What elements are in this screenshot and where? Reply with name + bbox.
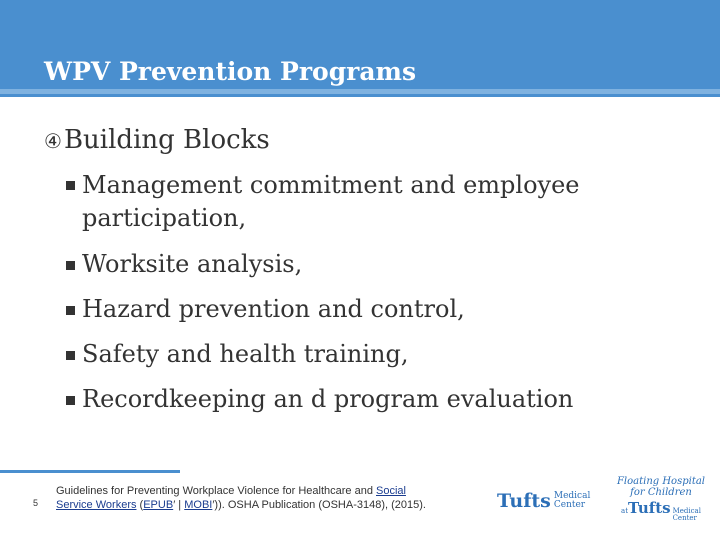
logo-subtext bbox=[673, 508, 701, 522]
list-item bbox=[64, 339, 704, 370]
list-item-text-continued: participation, bbox=[82, 204, 247, 232]
square-bullet-icon bbox=[66, 396, 75, 405]
citation-link-epub[interactable]: EPUB bbox=[143, 499, 174, 511]
building-blocks-list bbox=[44, 169, 704, 415]
citation-text: ′)). OSHA Publication (OSHA-3148), (2015). bbox=[212, 499, 426, 511]
logo-script-line: for Children bbox=[630, 487, 692, 498]
list-item bbox=[64, 249, 704, 280]
list-item-text: Recordkeeping an d program evaluation bbox=[82, 385, 574, 413]
list-item bbox=[64, 169, 704, 235]
slide-content bbox=[44, 122, 704, 429]
citation-text: Guidelines for Preventing Workplace Violence for Healthcare and bbox=[56, 485, 376, 497]
list-item bbox=[64, 384, 704, 415]
square-bullet-icon bbox=[66, 261, 75, 270]
citation-link-mobi[interactable]: MOBI bbox=[184, 499, 213, 511]
citation-link-social-service[interactable]: Social Service Workers bbox=[56, 485, 406, 511]
list-item-text: Hazard prevention and control, bbox=[82, 295, 465, 323]
citation-text: ′ | bbox=[173, 499, 185, 511]
logo-bottom-row bbox=[621, 499, 701, 522]
footer-citation bbox=[56, 484, 436, 512]
logo-script-line: Floating Hospital bbox=[616, 476, 705, 487]
list-item-text: Safety and health training, bbox=[82, 340, 409, 368]
logo-subtext-line: Center bbox=[672, 514, 697, 522]
square-bullet-icon bbox=[66, 181, 75, 190]
citation-text: ( bbox=[136, 499, 144, 511]
level1-bullet bbox=[44, 122, 704, 159]
level1-text: Building Blocks bbox=[63, 125, 270, 155]
floating-hospital-logo bbox=[614, 476, 708, 524]
footer-accent-line bbox=[0, 470, 180, 473]
page-number: 5 bbox=[33, 498, 39, 508]
list-item-text: Worksite analysis, bbox=[82, 250, 303, 278]
logo-subtext bbox=[554, 492, 590, 510]
square-bullet-icon bbox=[66, 351, 75, 360]
logo-subtext-line: Center bbox=[553, 500, 586, 510]
slide-title: WPV Prevention Programs bbox=[44, 57, 417, 86]
circled-four-icon: ④ bbox=[44, 129, 62, 153]
list-item bbox=[64, 294, 704, 325]
list-item-text: Management commitment and employee bbox=[82, 171, 580, 199]
logo-prefix: at bbox=[621, 507, 629, 515]
square-bullet-icon bbox=[66, 306, 75, 315]
tufts-medical-center-logo bbox=[497, 487, 621, 515]
logo-wordmark: Tufts bbox=[497, 490, 551, 512]
logo-subtext-line: Medical bbox=[672, 507, 701, 515]
logo-subtext-line: Medical bbox=[553, 491, 591, 501]
header-accent-line bbox=[0, 89, 720, 94]
logo-wordmark: Tufts bbox=[628, 499, 671, 517]
